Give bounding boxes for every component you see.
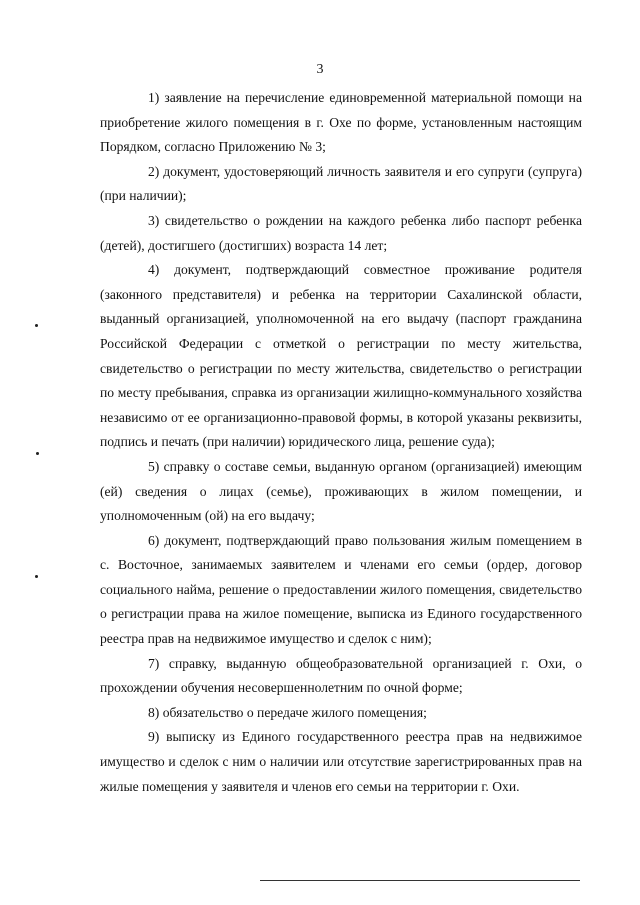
scan-speck bbox=[35, 324, 38, 327]
list-item-1: 1) заявление на перечисление единовременной материальной помощи на приобретение жилого помещения в г. Охе по форме, установленным настоящим Порядком, согласно Приложению № 3; bbox=[100, 90, 582, 155]
list-item-3: 3) свидетельство о рождении на каждого ребенка либо паспорт ребенка (детей), достигшего (достигших) возраста 14 лет; bbox=[100, 212, 582, 253]
scan-speck bbox=[36, 452, 39, 455]
list-item-6: 6) документ, подтверждающий право пользования жилым помещением в с. Восточное, занимаемых заявителем и членами его семьи (ордер, договор социального найма, решение о предоставлении жилого помещения, свидетельство о регистрации права на жилое помещение, выписка из Единого государственного реестра прав на недвижимое имущество и сделок с ним); bbox=[100, 532, 582, 647]
list-item-9: 9) выписку из Единого государственного реестра прав на недвижимое имущество и сделок с ним о наличии или отсутствие зарегистрированных прав на жилые помещения у заявителя и членов его семьи на территории г. Охи. bbox=[100, 729, 582, 794]
page-number: 3 bbox=[316, 62, 324, 77]
list-item-4: 4) документ, подтверждающий совместное проживание родителя (законного представителя) и ребенка на территории Сахалинской области, выданный организацией, уполномоченной на его выдачу (паспорт гражданина Российской Федерации с отметкой о регистрации по месту жительства, свидетельство о регистрации по месту жительства, свидетельство о регистрации по месту пребывания, справка из организации жилищно-коммунального хозяйства независимо от ее организационно-правовой формы, в которой указаны реквизиты, подпись и печать (при наличии) юридического лица, решение суда); bbox=[100, 262, 582, 450]
list-item-2: 2) документ, удостоверяющий личность заявителя и его супруги (супруга) (при наличии); bbox=[100, 163, 582, 204]
list-item-7: 7) справку, выданную общеобразовательной организацией г. Охи, о прохождении обучения несовершеннолетним по очной форме; bbox=[100, 655, 582, 696]
document-body bbox=[100, 86, 582, 799]
scan-speck bbox=[35, 575, 38, 578]
bottom-rule bbox=[260, 880, 580, 881]
list-item-8: 8) обязательство о передаче жилого помещения; bbox=[148, 704, 427, 720]
list-item-5: 5) справку о составе семьи, выданную органом (организацией) имеющим (ей) сведения о лицах (семье), проживающих в жилом помещении, и уполномоченным (ой) на его выдачу; bbox=[100, 458, 582, 524]
